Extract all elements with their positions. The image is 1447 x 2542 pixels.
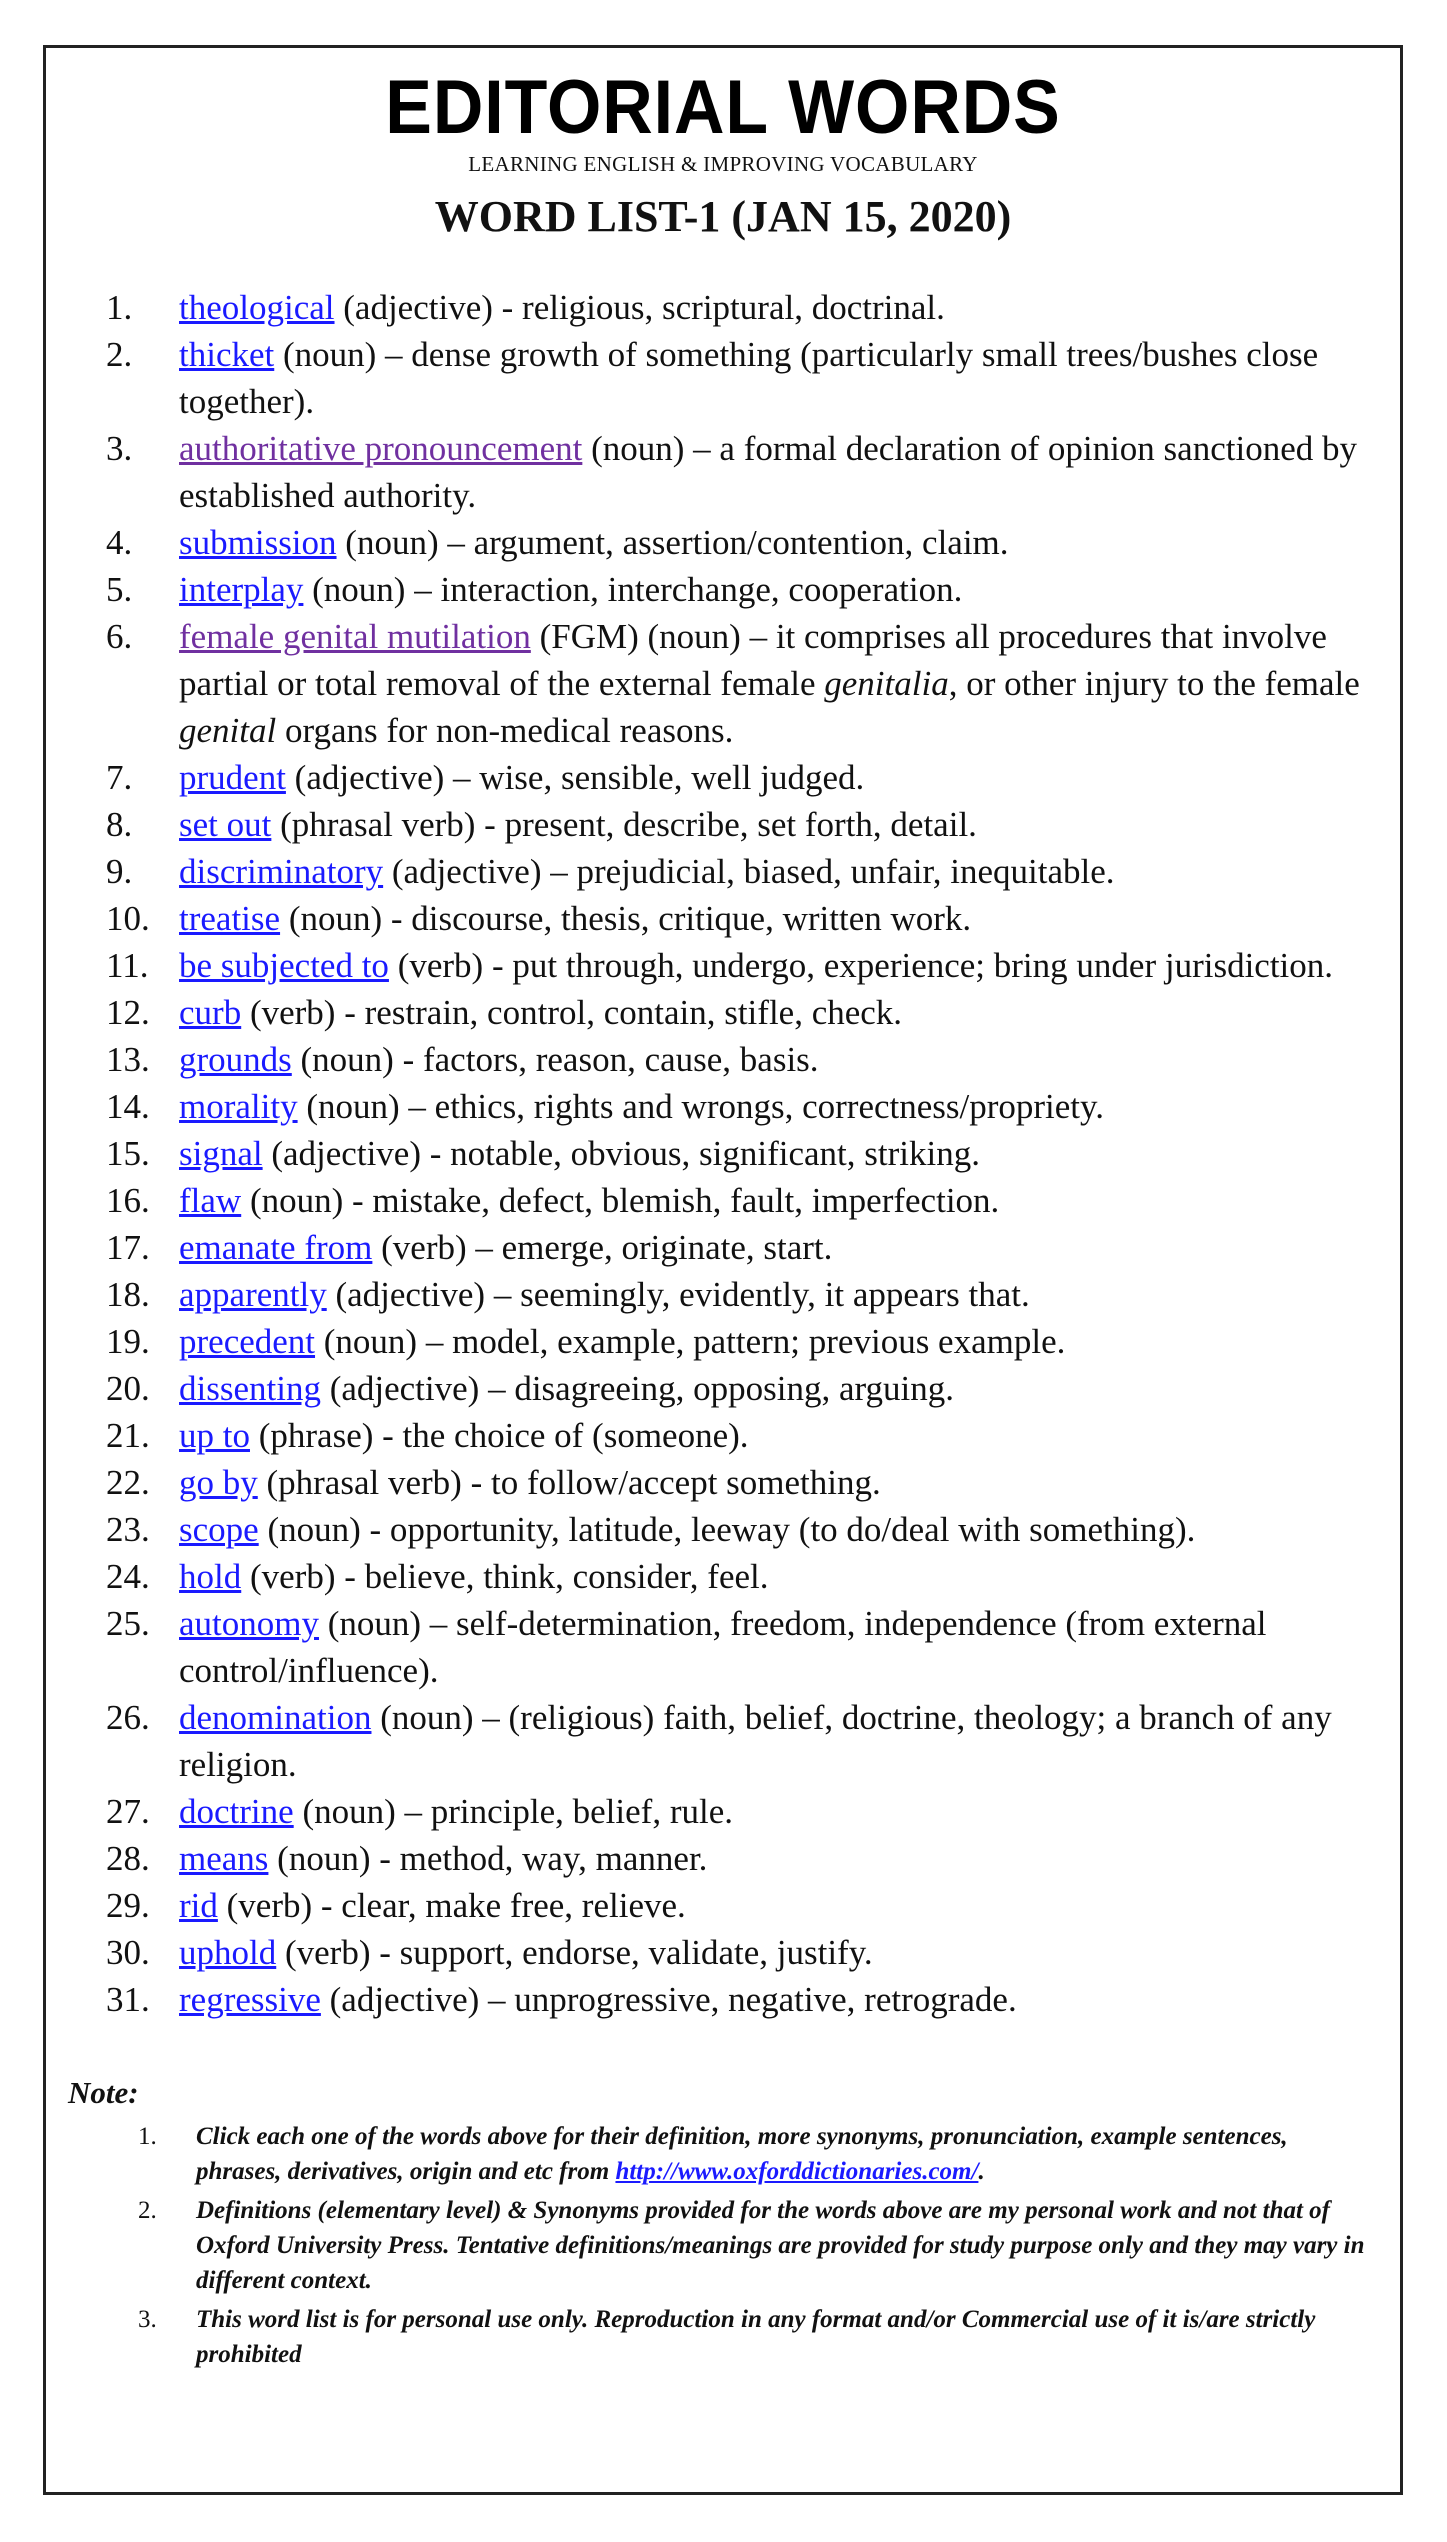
word-entry bbox=[46, 1788, 1400, 1835]
note-item bbox=[46, 2119, 1400, 2189]
word-entry bbox=[46, 1318, 1400, 1365]
word-link[interactable]: emanate from bbox=[179, 1227, 373, 1267]
word-link[interactable]: prudent bbox=[179, 757, 286, 797]
note-text-end: . bbox=[978, 2157, 985, 2185]
word-number: 22. bbox=[106, 1462, 150, 1502]
word-number: 30. bbox=[106, 1932, 150, 1972]
word-definition: (noun) – a formal declaration of opinion sanctioned by established authority. bbox=[179, 428, 1357, 515]
page-frame bbox=[43, 45, 1403, 2495]
word-definition: (noun) - opportunity, latitude, leeway (to do/deal with something). bbox=[258, 1509, 1196, 1549]
word-entry bbox=[46, 1553, 1400, 1600]
word-definition: (adjective) – disagreeing, opposing, arguing. bbox=[320, 1368, 955, 1408]
word-number: 7. bbox=[106, 757, 133, 797]
word-link[interactable]: be subjected to bbox=[179, 945, 389, 985]
word-definition: (noun) – ethics, rights and wrongs, correctness/propriety. bbox=[297, 1086, 1105, 1126]
word-definition: (adjective) - religious, scriptural, doctrinal. bbox=[334, 287, 945, 327]
word-definition: (verb) - restrain, control, contain, stifle, check. bbox=[241, 992, 903, 1032]
word-definition: (noun) - method, way, manner. bbox=[268, 1838, 708, 1878]
word-entry bbox=[46, 613, 1400, 754]
word-link[interactable]: autonomy bbox=[179, 1603, 319, 1643]
word-number: 20. bbox=[106, 1368, 150, 1408]
word-number: 28. bbox=[106, 1838, 150, 1878]
word-entry bbox=[46, 754, 1400, 801]
word-link[interactable]: apparently bbox=[179, 1274, 327, 1314]
word-entry bbox=[46, 942, 1400, 989]
word-entry bbox=[46, 1130, 1400, 1177]
oxford-dictionaries-link[interactable]: http://www.oxforddictionaries.com/ bbox=[615, 2157, 979, 2185]
word-definition: (phrasal verb) - to follow/accept something. bbox=[257, 1462, 881, 1502]
word-definition: (adjective) – seemingly, evidently, it appears that. bbox=[326, 1274, 1030, 1314]
word-number: 5. bbox=[106, 569, 133, 609]
word-definition-emphasis: genital bbox=[179, 710, 277, 750]
word-entry bbox=[46, 284, 1400, 331]
word-entry bbox=[46, 1882, 1400, 1929]
word-link[interactable]: hold bbox=[179, 1556, 242, 1596]
word-definition: (noun) – model, example, pattern; previous example. bbox=[315, 1321, 1066, 1361]
word-definition-emphasis: genitalia bbox=[824, 663, 949, 703]
word-link[interactable]: treatise bbox=[179, 898, 281, 938]
word-entry bbox=[46, 1694, 1400, 1788]
word-definition: (verb) - put through, undergo, experience; bring under jurisdiction. bbox=[388, 945, 1334, 985]
word-number: 10. bbox=[106, 898, 150, 938]
word-definition: (adjective) - notable, obvious, significant, striking. bbox=[262, 1133, 980, 1173]
word-number: 27. bbox=[106, 1791, 150, 1831]
word-entry bbox=[46, 1365, 1400, 1412]
word-entry bbox=[46, 1036, 1400, 1083]
word-number: 31. bbox=[106, 1979, 150, 2019]
word-number: 6. bbox=[106, 616, 133, 656]
word-number: 25. bbox=[106, 1603, 150, 1643]
word-definition: (verb) - clear, make free, relieve. bbox=[217, 1885, 686, 1925]
word-entry bbox=[46, 848, 1400, 895]
word-entry bbox=[46, 1459, 1400, 1506]
word-entry bbox=[46, 989, 1400, 1036]
word-link[interactable]: uphold bbox=[179, 1932, 277, 1972]
word-link[interactable]: go by bbox=[179, 1462, 258, 1502]
word-number: 17. bbox=[106, 1227, 150, 1267]
word-link[interactable]: curb bbox=[179, 992, 242, 1032]
word-definition: (adjective) – wise, sensible, well judged. bbox=[285, 757, 865, 797]
word-definition: (adjective) – prejudicial, biased, unfair, inequitable. bbox=[383, 851, 1115, 891]
word-number: 23. bbox=[106, 1509, 150, 1549]
word-link[interactable]: up to bbox=[179, 1415, 250, 1455]
word-link[interactable]: denomination bbox=[179, 1697, 372, 1737]
word-link[interactable]: female genital mutilation bbox=[179, 616, 531, 656]
word-link[interactable]: rid bbox=[179, 1885, 218, 1925]
word-number: 9. bbox=[106, 851, 133, 891]
note-text: Definitions (elementary level) & Synonyms provided for the words above are my personal work and not that of Oxford University Press. Tentative definitions/meanings are provided for study purpose only and they may vary in different context. bbox=[196, 2196, 1365, 2294]
note-heading: Note: bbox=[68, 2074, 139, 2110]
note-list bbox=[46, 2119, 1400, 2372]
word-link[interactable]: theological bbox=[179, 287, 335, 327]
word-link[interactable]: discriminatory bbox=[179, 851, 384, 891]
word-definition: (verb) - believe, think, consider, feel. bbox=[241, 1556, 769, 1596]
word-definition: (noun) – argument, assertion/contention, claim. bbox=[336, 522, 1009, 562]
word-link[interactable]: regressive bbox=[179, 1979, 321, 2019]
word-definition: organs for non-medical reasons. bbox=[276, 710, 734, 750]
word-definition: (noun) – interaction, interchange, cooperation. bbox=[303, 569, 963, 609]
word-number: 8. bbox=[106, 804, 133, 844]
word-number: 19. bbox=[106, 1321, 150, 1361]
brand-tagline: LEARNING ENGLISH & IMPROVING VOCABULARY bbox=[468, 152, 978, 176]
word-link[interactable]: set out bbox=[179, 804, 272, 844]
word-entry bbox=[46, 1976, 1400, 2023]
word-entry bbox=[46, 801, 1400, 848]
word-entry bbox=[46, 1271, 1400, 1318]
word-link[interactable]: thicket bbox=[179, 334, 275, 374]
word-number: 16. bbox=[106, 1180, 150, 1220]
word-link[interactable]: grounds bbox=[179, 1039, 292, 1079]
word-entry bbox=[46, 1835, 1400, 1882]
note-text: Click each one of the words above for their definition, more synonyms, pronunciation, example sentences, phrases, derivatives, origin and etc from bbox=[196, 2122, 1288, 2185]
word-definition: (noun) - mistake, defect, blemish, fault, imperfection. bbox=[241, 1180, 1000, 1220]
word-link[interactable]: morality bbox=[179, 1086, 298, 1126]
word-number: 15. bbox=[106, 1133, 150, 1173]
word-link[interactable]: doctrine bbox=[179, 1791, 294, 1831]
word-entry bbox=[46, 1412, 1400, 1459]
word-link[interactable]: signal bbox=[179, 1133, 263, 1173]
word-link[interactable]: interplay bbox=[179, 569, 304, 609]
word-number: 14. bbox=[106, 1086, 150, 1126]
word-number: 24. bbox=[106, 1556, 150, 1596]
word-link[interactable]: means bbox=[179, 1838, 269, 1878]
word-definition: (adjective) – unprogressive, negative, retrograde. bbox=[320, 1979, 1017, 2019]
word-entry bbox=[46, 425, 1400, 519]
word-link[interactable]: submission bbox=[179, 522, 337, 562]
word-entry bbox=[46, 1177, 1400, 1224]
word-entry bbox=[46, 566, 1400, 613]
word-number: 13. bbox=[106, 1039, 150, 1079]
word-link[interactable]: precedent bbox=[179, 1321, 316, 1361]
word-definition: (noun) – self-determination, freedom, independence (from external control/influence). bbox=[179, 1603, 1267, 1690]
word-entry bbox=[46, 895, 1400, 942]
word-entry bbox=[46, 331, 1400, 425]
word-entry bbox=[46, 519, 1400, 566]
word-link[interactable]: authoritative pronouncement bbox=[179, 428, 583, 468]
word-definition: , or other injury to the female bbox=[948, 663, 1360, 703]
word-definition: (phrase) - the choice of (someone). bbox=[249, 1415, 749, 1455]
word-number: 21. bbox=[106, 1415, 150, 1455]
word-definition: (noun) – dense growth of something (particularly small trees/bushes close together). bbox=[179, 334, 1319, 421]
note-number: 3. bbox=[138, 2305, 157, 2333]
word-definition: (noun) - discourse, thesis, critique, written work. bbox=[280, 898, 972, 938]
word-definition: (noun) – (religious) faith, belief, doctrine, theology; a branch of any religion. bbox=[179, 1697, 1332, 1784]
word-number: 4. bbox=[106, 522, 133, 562]
word-list bbox=[46, 284, 1400, 2023]
word-number: 29. bbox=[106, 1885, 150, 1925]
note-text: This word list is for personal use only. Reproduction in any format and/or Commercial use of it is/are strictly prohibited bbox=[196, 2305, 1316, 2368]
word-entry bbox=[46, 1083, 1400, 1130]
word-number: 2. bbox=[106, 334, 133, 374]
word-entry bbox=[46, 1600, 1400, 1694]
brand-title: EDITORIAL WORDS bbox=[385, 65, 1061, 150]
word-number: 18. bbox=[106, 1274, 150, 1314]
note-item bbox=[46, 2302, 1400, 2372]
note-number: 2. bbox=[138, 2196, 157, 2224]
word-number: 1. bbox=[106, 287, 133, 327]
word-definition: (verb) – emerge, originate, start. bbox=[372, 1227, 833, 1267]
word-definition: (noun) – principle, belief, rule. bbox=[293, 1791, 733, 1831]
word-number: 26. bbox=[106, 1697, 150, 1737]
word-link[interactable]: dissenting bbox=[179, 1368, 321, 1408]
note-number: 1. bbox=[138, 2122, 157, 2150]
word-definition: (phrasal verb) - present, describe, set forth, detail. bbox=[271, 804, 977, 844]
word-link[interactable]: flaw bbox=[179, 1180, 242, 1220]
word-entry bbox=[46, 1224, 1400, 1271]
word-definition: (verb) - support, endorse, validate, justify. bbox=[276, 1932, 873, 1972]
word-list-title: WORD LIST-1 (JAN 15, 2020) bbox=[434, 192, 1012, 241]
note-item bbox=[46, 2193, 1400, 2298]
word-number: 11. bbox=[106, 945, 149, 985]
word-entry bbox=[46, 1929, 1400, 1976]
word-link[interactable]: scope bbox=[179, 1509, 259, 1549]
word-definition: (FGM) (noun) – it comprises all procedures that involve partial or total removal of the external female bbox=[179, 616, 1327, 703]
word-number: 3. bbox=[106, 428, 133, 468]
word-entry bbox=[46, 1506, 1400, 1553]
word-number: 12. bbox=[106, 992, 150, 1032]
word-definition: (noun) - factors, reason, cause, basis. bbox=[291, 1039, 819, 1079]
